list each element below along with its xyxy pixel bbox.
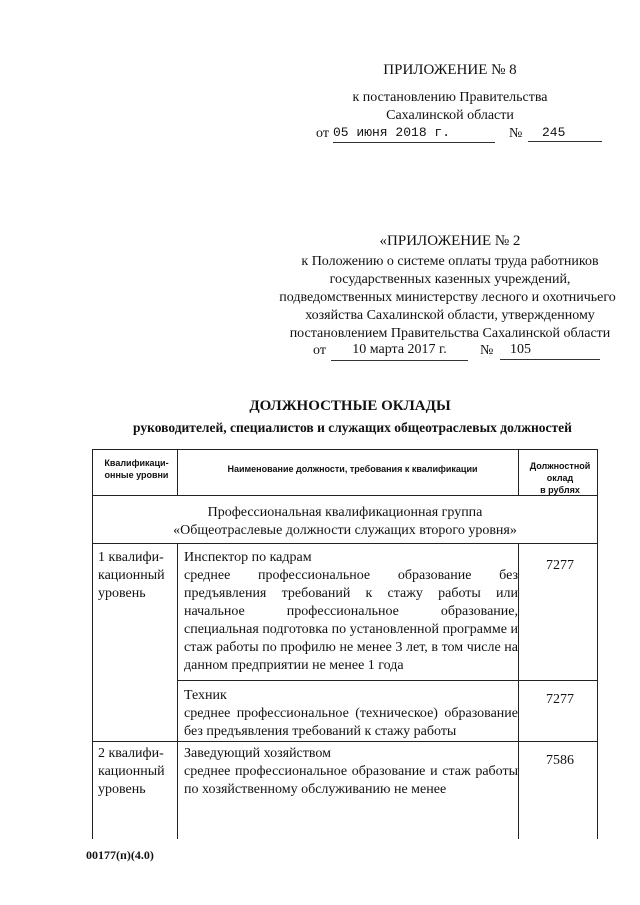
table-row-divider [177, 680, 598, 681]
level-text: уровень [98, 782, 146, 797]
appendix-2-title: «ПРИЛОЖЕНИЕ № 2 [379, 233, 521, 249]
appendix-8-reference-line: к постановлению Правительства [352, 90, 548, 105]
level-text: уровень [98, 586, 146, 601]
group-subtitle: «Общеотраслевые должности служащих второго уровня» [173, 523, 517, 538]
document-subheading: руководителей, специалистов и служащих общеотраслевых должностей [133, 420, 572, 435]
position-name: Заведующий хозяйством [184, 746, 331, 761]
position-salary: 7277 [546, 558, 574, 573]
appendix-8-date-label: от [316, 126, 329, 141]
header-text: в рублях [540, 485, 580, 495]
table-group-divider [92, 543, 598, 544]
level-text: кационный [98, 568, 165, 583]
header-text: оклад [546, 473, 574, 483]
appendix-2-line: государственных казенных учреждений, [329, 272, 571, 287]
position-name: Инспектор по кадрам [184, 550, 312, 565]
appendix-8-title: ПРИЛОЖЕНИЕ № 8 [383, 62, 517, 78]
appendix-2-number-label: № [480, 343, 494, 358]
level-text: 1 квалифи- [98, 550, 164, 565]
position-requirements: среднее профессиональное образование без предъявления требований к стажу работы или начальное профессиональное образование, специальная подготовка по установленной программе и стаж работы по профилю не менее 3 лет, в том числе на данном предприятии не менее 1 года [184, 568, 518, 673]
appendix-2-date-label: от [313, 343, 326, 358]
qualification-level-1 [98, 549, 180, 603]
position-name: Техник [184, 688, 227, 703]
header-salary [522, 460, 598, 496]
appendix-8-region-line: Сахалинской области [386, 108, 514, 123]
position-requirements: среднее профессиональное образование и стаж работы по хозяйственному обслуживанию не менее [184, 764, 518, 797]
qualification-level-2 [98, 745, 180, 799]
appendix-2-line: хозяйства Сахалинской области, утвержденному [305, 308, 595, 323]
appendix-2-line: постановлением Правительства Сахалинской области [289, 326, 611, 341]
appendix-8-number: 245 [528, 125, 602, 142]
level-text: кационный [98, 764, 165, 779]
header-text: Квалификаци- [104, 458, 169, 468]
document-code: 00177(п)(4.0) [86, 848, 154, 862]
position-salary: 7277 [546, 692, 574, 707]
table-border-top [92, 449, 598, 450]
appendix-2-line: подведомственных министерству лесного и охотничьего [279, 290, 616, 305]
appendix-8-number-label: № [509, 126, 523, 141]
table-level-divider [92, 741, 598, 742]
header-position-name: Наименование должности, требования к квалификации [227, 464, 478, 474]
header-text: Должностной [529, 461, 591, 471]
appendix-2-line: к Положению о системе оплаты труда работников [301, 254, 599, 269]
position-salary: 7586 [546, 753, 574, 768]
table-col-divider [518, 543, 519, 839]
appendix-2-number: 105 [500, 342, 600, 360]
header-text: онные уровни [104, 470, 169, 480]
header-qualification-levels [94, 457, 179, 481]
document-heading: ДОЛЖНОСТНЫЕ ОКЛАДЫ [249, 398, 451, 414]
level-text: 2 квалифи- [98, 746, 164, 761]
appendix-8-date: 05 июня 2018 г. [333, 125, 495, 143]
appendix-2-date: 10 марта 2017 г. [331, 342, 468, 361]
group-title: Профессиональная квалификационная группа [207, 505, 483, 520]
table-col-divider [518, 449, 519, 495]
position-requirements: среднее профессиональное (техническое) образование без предъявления требований к стажу работы [184, 706, 518, 739]
